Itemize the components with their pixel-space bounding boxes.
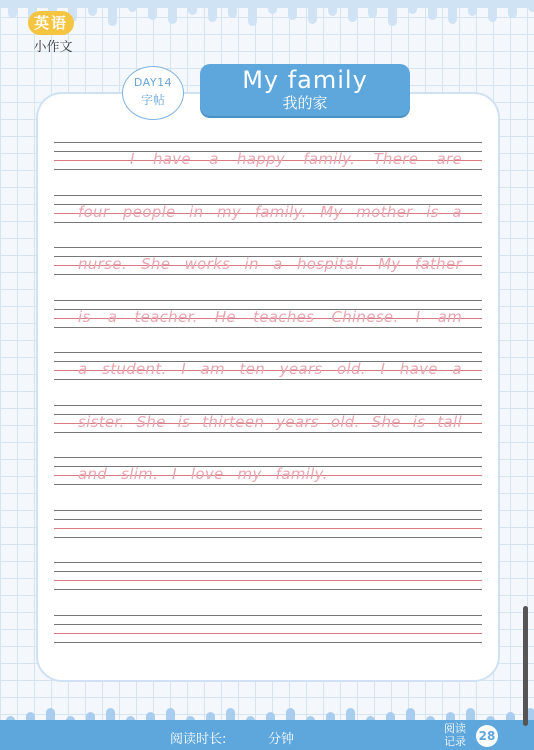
scrollbar-thumb[interactable] [523,606,528,726]
trace-word: are [436,150,462,168]
drip [88,0,97,16]
drip [228,0,237,18]
guide-rule [54,300,482,301]
line-group [54,352,482,405]
drip [448,0,457,24]
passage-line [78,255,462,273]
line-group [54,247,482,300]
trace-word: a [452,360,462,378]
drip [288,0,297,20]
trace-word: I [415,307,421,326]
guide-rule [54,615,482,616]
trace-word: is [177,412,191,431]
trace-word: nurse. [78,255,127,273]
trace-word: have [399,360,438,378]
trace-word: a [273,255,283,273]
trace-word: happy [236,150,286,168]
passage-line [78,150,462,168]
drip [248,0,257,26]
drip [388,0,397,26]
trace-word: is [412,412,426,431]
trace-word: teaches [253,307,315,326]
trace-word: my [237,465,262,483]
drip [208,0,217,22]
trace-word: years [279,360,323,378]
composition-label: 小作文 [33,40,73,55]
trace-word: a [452,202,462,221]
passage-line [78,360,462,378]
trace-word: My [320,202,343,221]
line-group [54,615,482,668]
trace-word: is [78,307,91,326]
trace-word: works [184,255,231,273]
guide-rule [54,624,482,625]
guide-rule [54,195,482,196]
trace-word: tall [437,412,462,431]
trace-word: Chinese. [331,307,399,326]
drip [188,0,197,15]
trace-word: family. [303,150,356,168]
drip [268,0,277,14]
line-group [54,510,482,563]
drip [8,0,17,18]
passage-line [78,465,462,483]
trace-word: family. [254,202,307,221]
drip [148,0,157,20]
trace-word: I [130,150,135,168]
trace-word: slim. [121,465,159,483]
drip [408,0,417,14]
trace-word: have [152,150,191,168]
guide-rule [54,222,482,223]
guide-rule [54,142,482,143]
trace-word: a [209,150,219,168]
line-group [54,457,482,510]
trace-word: She [136,412,166,431]
guide-rule [54,247,482,248]
trace-word: old. [337,360,366,378]
trace-word: family. [275,465,328,483]
trace-word: thirteen [202,412,265,431]
drip [488,0,497,22]
trace-word: am [437,307,462,326]
trace-word: love [190,465,224,483]
baseline-rule [54,633,482,634]
drip [168,0,177,24]
guide-rule [54,379,482,380]
drip [308,0,317,24]
trace-word: my [217,202,242,221]
trace-word: in [189,202,204,221]
line-group [54,300,482,353]
guide-rule [54,352,482,353]
guide-rule [54,457,482,458]
trace-word: a [107,307,118,326]
trace-word: ten [239,360,266,378]
trace-word: hospital. [296,255,364,273]
guide-rule [54,327,482,328]
line-group [54,195,482,248]
read-record-label: 阅读记录 [444,722,466,748]
drip [428,0,437,20]
page-title: My family [242,66,368,94]
trace-word: old. [330,412,360,431]
guide-rule [54,169,482,170]
drip [128,0,137,12]
trace-word: teacher. [134,307,198,326]
guide-rule [54,562,482,563]
guide-rule [54,571,482,572]
trace-word: I [181,360,186,378]
day-badge [122,66,184,120]
writing-lines [54,142,482,667]
trace-word: sister. [78,412,125,431]
day-number: DAY14 [133,76,173,89]
guide-rule [54,537,482,538]
trace-word: There [373,150,419,168]
top-drip-border [0,0,534,30]
trace-word: in [244,255,259,273]
drip [108,0,117,26]
english-badge: 英语 [28,11,74,35]
drip [508,0,517,18]
passage-line [78,413,462,431]
guide-rule [54,510,482,511]
drip [528,0,534,12]
baseline-rule [54,580,482,581]
guide-rule [54,432,482,433]
trace-word: She [371,412,401,431]
trace-word: people [122,202,176,221]
line-group [54,142,482,195]
trace-word: and [78,465,108,483]
guide-rule [54,642,482,643]
trace-word: I [172,465,177,483]
drip [368,0,377,18]
drip [468,0,477,16]
page-number: 28 [476,725,498,747]
drip [348,0,357,22]
trace-word: He [214,307,236,326]
page-subtitle: 我的家 [282,94,328,112]
trace-word: She [141,255,171,273]
guide-rule [54,484,482,485]
trace-word: I [380,360,386,378]
trace-word: a [78,360,88,378]
title-banner [200,64,410,116]
trace-word: father [414,255,462,273]
trace-word: years [276,412,319,431]
trace-word: mother [356,202,413,221]
passage-line [78,308,462,326]
line-group [54,562,482,615]
line-group [54,405,482,458]
trace-word: four [78,202,110,221]
baseline-rule [54,528,482,529]
drip [328,0,337,16]
passage-line [78,203,462,221]
read-time-label: 阅读时长: [170,732,227,747]
trace-word: am [200,360,225,378]
guide-rule [54,405,482,406]
trace-word: student. [102,360,167,378]
guide-rule [54,274,482,275]
minutes-label: 分钟 [268,732,295,747]
guide-rule [54,589,482,590]
day-label: 字帖 [140,93,165,107]
trace-word: My [378,255,401,273]
guide-rule [54,519,482,520]
trace-word: is [426,202,439,221]
